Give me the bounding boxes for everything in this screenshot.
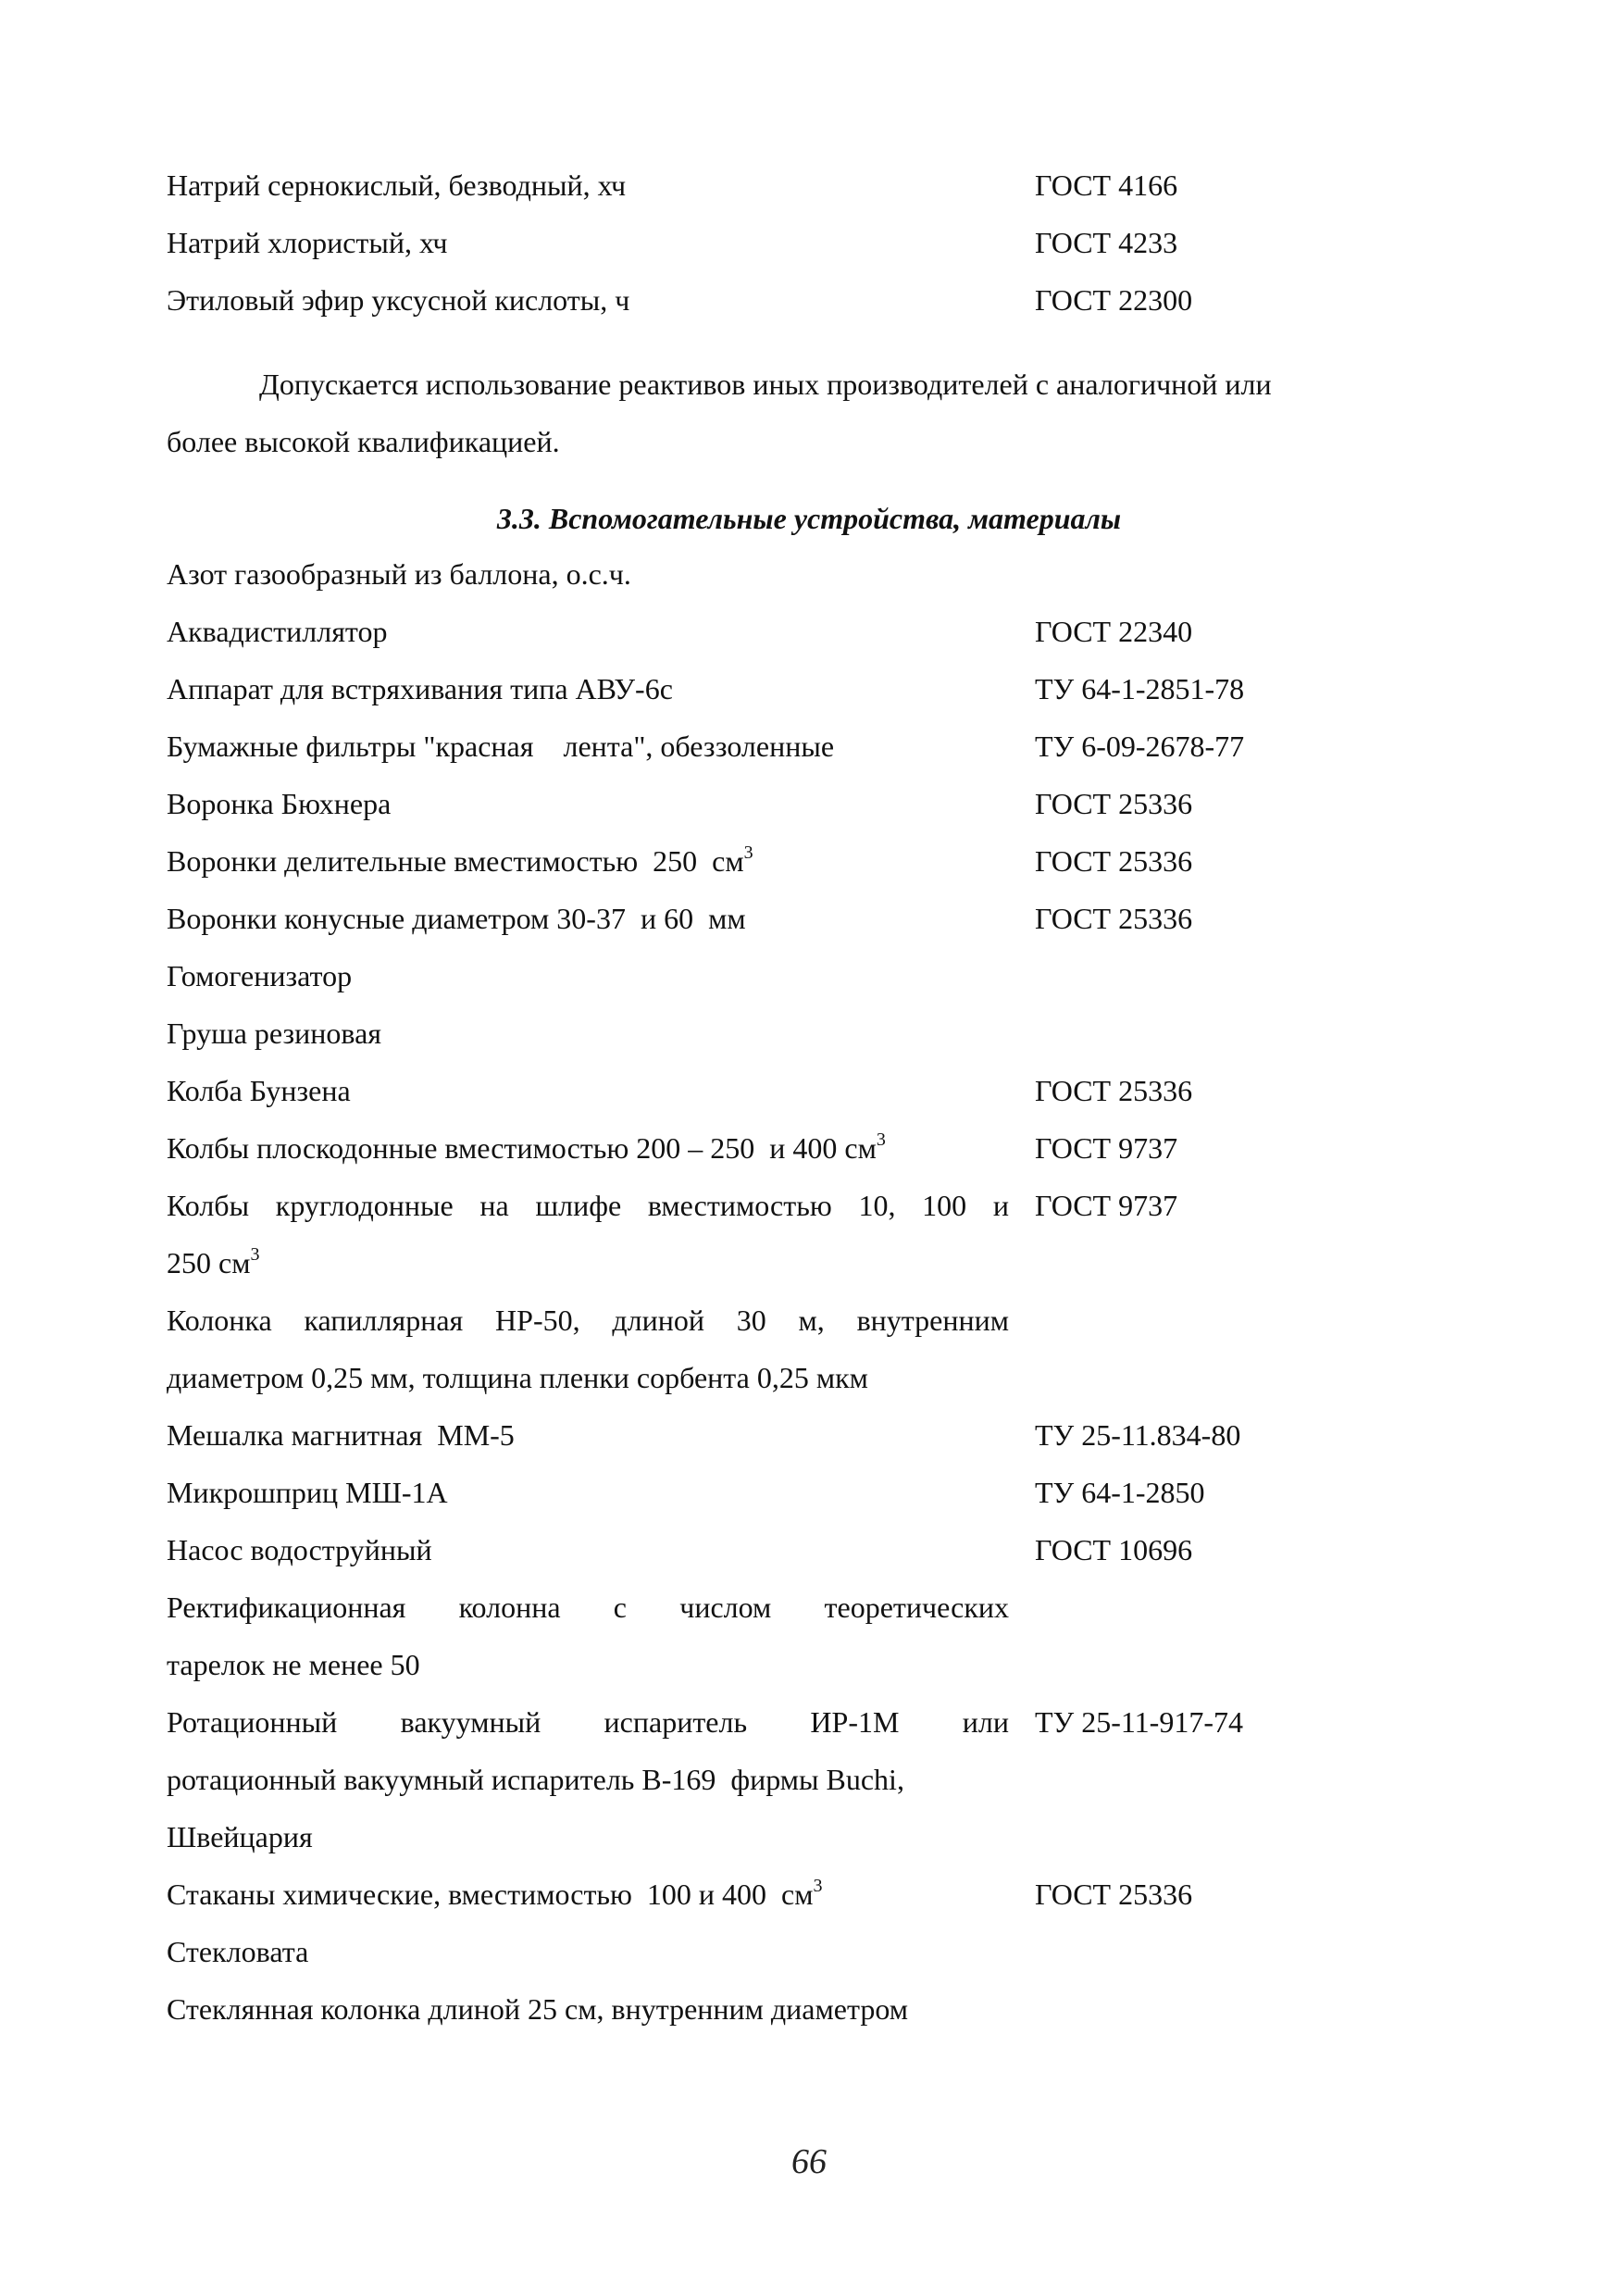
item-name: Насос водоструйный bbox=[167, 1533, 432, 1566]
list-item bbox=[167, 1589, 1500, 1703]
reagent-name: Натрий сернокислый, безводный, хч bbox=[167, 168, 627, 202]
item-standard: ТУ 25-11.834-80 bbox=[1035, 1418, 1241, 1452]
reagent-row bbox=[167, 281, 1500, 339]
item-name bbox=[167, 1129, 1009, 1167]
item-name-line-2: тарелок не менее 50 bbox=[167, 1648, 420, 1681]
item-name: Воронки конусные диаметром 30-37 и 60 мм bbox=[167, 902, 746, 935]
list-item bbox=[167, 1187, 1500, 1302]
list-item bbox=[167, 1474, 1500, 1531]
item-name-line-2: диаметром 0,25 мм, толщина пленки сорбента 0,25 мкм bbox=[167, 1361, 868, 1394]
list-item bbox=[167, 1876, 1500, 1933]
item-name bbox=[167, 1589, 1009, 1683]
item-name: Азот газообразный из баллона, о.с.ч. bbox=[167, 557, 631, 591]
reagent-standard: ГОСТ 4233 bbox=[1035, 226, 1178, 259]
item-name-line-1: Ротационный вакуумный испаритель ИР-1М или bbox=[167, 1705, 1009, 1739]
list-item bbox=[167, 957, 1500, 1015]
list-item bbox=[167, 1990, 1500, 2048]
item-name bbox=[167, 1302, 1009, 1396]
item-standard: ГОСТ 25336 bbox=[1035, 1878, 1193, 1911]
superscript: 3 bbox=[743, 842, 753, 864]
reagent-row bbox=[167, 224, 1500, 281]
item-name-line-1: Ректификационная колонна с числом теоретических bbox=[167, 1591, 1009, 1624]
note-line-1: Допускается использование реактивов иных производителей с аналогичной или bbox=[259, 368, 1272, 401]
item-name bbox=[167, 1187, 1009, 1281]
item-name: Колба Бунзена bbox=[167, 1074, 351, 1107]
superscript: 3 bbox=[813, 1876, 823, 1897]
item-standard: ГОСТ 9737 bbox=[1035, 1189, 1178, 1222]
item-standard: ГОСТ 10696 bbox=[1035, 1533, 1193, 1566]
item-name: Стеклянная колонка длиной 25 см, внутренним диаметром bbox=[167, 1992, 908, 2026]
item-name bbox=[167, 842, 1009, 880]
reagent-name: Этиловый эфир уксусной кислоты, ч bbox=[167, 283, 630, 317]
item-standard: ГОСТ 25336 bbox=[1035, 844, 1193, 878]
superscript: 3 bbox=[876, 1129, 886, 1151]
section-heading: 3.3. Вспомогательные устройства, материалы bbox=[496, 502, 1122, 535]
item-name: Стекловата bbox=[167, 1935, 309, 1968]
item-name: Гомогенизатор bbox=[167, 959, 353, 992]
item-name: Бумажные фильтры "красная лента", обеззоленные bbox=[167, 730, 835, 763]
list-item bbox=[167, 1416, 1500, 1474]
list-item bbox=[167, 900, 1500, 957]
list-item bbox=[167, 555, 1500, 613]
item-standard: ТУ 64-1-2851-78 bbox=[1035, 672, 1245, 705]
item-name-line-3: Швейцария bbox=[167, 1820, 313, 1853]
page-number: 66 bbox=[791, 2142, 827, 2181]
list-item bbox=[167, 842, 1500, 900]
item-name-text: Стаканы химические, вместимостью 100 и 400 см bbox=[167, 1878, 814, 1911]
item-name: Мешалка магнитная ММ-5 bbox=[167, 1418, 515, 1452]
list-item bbox=[167, 1129, 1500, 1187]
item-name-cont: 250 см bbox=[167, 1246, 251, 1279]
reagent-standard: ГОСТ 4166 bbox=[1035, 168, 1178, 202]
item-name: Аппарат для встряхивания типа АВУ-6с bbox=[167, 672, 673, 705]
item-name: Микрошприц МШ-1А bbox=[167, 1476, 448, 1509]
item-name-text: Колбы плоскодонные вместимостью 200 – 250 и 400 см bbox=[167, 1131, 877, 1165]
list-item bbox=[167, 1933, 1500, 1990]
list-item bbox=[167, 1302, 1500, 1416]
item-name-line-1: Колонка капиллярная НР-50, длиной 30 м, внутренним bbox=[167, 1304, 1009, 1337]
list-item bbox=[167, 1703, 1500, 1876]
item-standard: ГОСТ 25336 bbox=[1035, 902, 1193, 935]
item-name: Аквадистиллятор bbox=[167, 615, 388, 648]
item-name: Воронка Бюхнера bbox=[167, 787, 392, 820]
item-name: Груша резиновая bbox=[167, 1017, 381, 1050]
list-item bbox=[167, 1072, 1500, 1129]
note-paragraph bbox=[167, 366, 1416, 460]
reagent-name: Натрий хлористый, хч bbox=[167, 226, 448, 259]
reagent-row bbox=[167, 167, 1500, 224]
item-name bbox=[167, 1703, 1009, 1855]
item-standard: ГОСТ 25336 bbox=[1035, 1074, 1193, 1107]
item-standard: ТУ 25-11-917-74 bbox=[1035, 1705, 1243, 1739]
item-name-text: Воронки делительные вместимостью 250 см bbox=[167, 844, 744, 878]
list-item bbox=[167, 1531, 1500, 1589]
list-item bbox=[167, 785, 1500, 842]
item-name-line-1: Колбы круглодонные на шлифе вместимостью 10, 100 и bbox=[167, 1189, 1009, 1222]
item-standard: ГОСТ 25336 bbox=[1035, 787, 1193, 820]
item-name-line-2: ротационный вакуумный испаритель В-169 фирмы Buchi, bbox=[167, 1763, 904, 1796]
list-item bbox=[167, 1015, 1500, 1072]
item-standard: ГОСТ 22340 bbox=[1035, 615, 1193, 648]
item-name bbox=[167, 1876, 1009, 1913]
item-standard: ТУ 6-09-2678-77 bbox=[1035, 730, 1245, 763]
note-line-2: более высокой квалификацией. bbox=[167, 425, 560, 458]
item-name-line-2 bbox=[167, 1244, 1009, 1281]
list-item bbox=[167, 728, 1500, 785]
superscript: 3 bbox=[250, 1244, 260, 1266]
list-item bbox=[167, 670, 1500, 728]
item-standard: ГОСТ 9737 bbox=[1035, 1131, 1178, 1165]
item-standard: ТУ 64-1-2850 bbox=[1035, 1476, 1205, 1509]
reagent-standard: ГОСТ 22300 bbox=[1035, 283, 1193, 317]
list-item bbox=[167, 613, 1500, 670]
